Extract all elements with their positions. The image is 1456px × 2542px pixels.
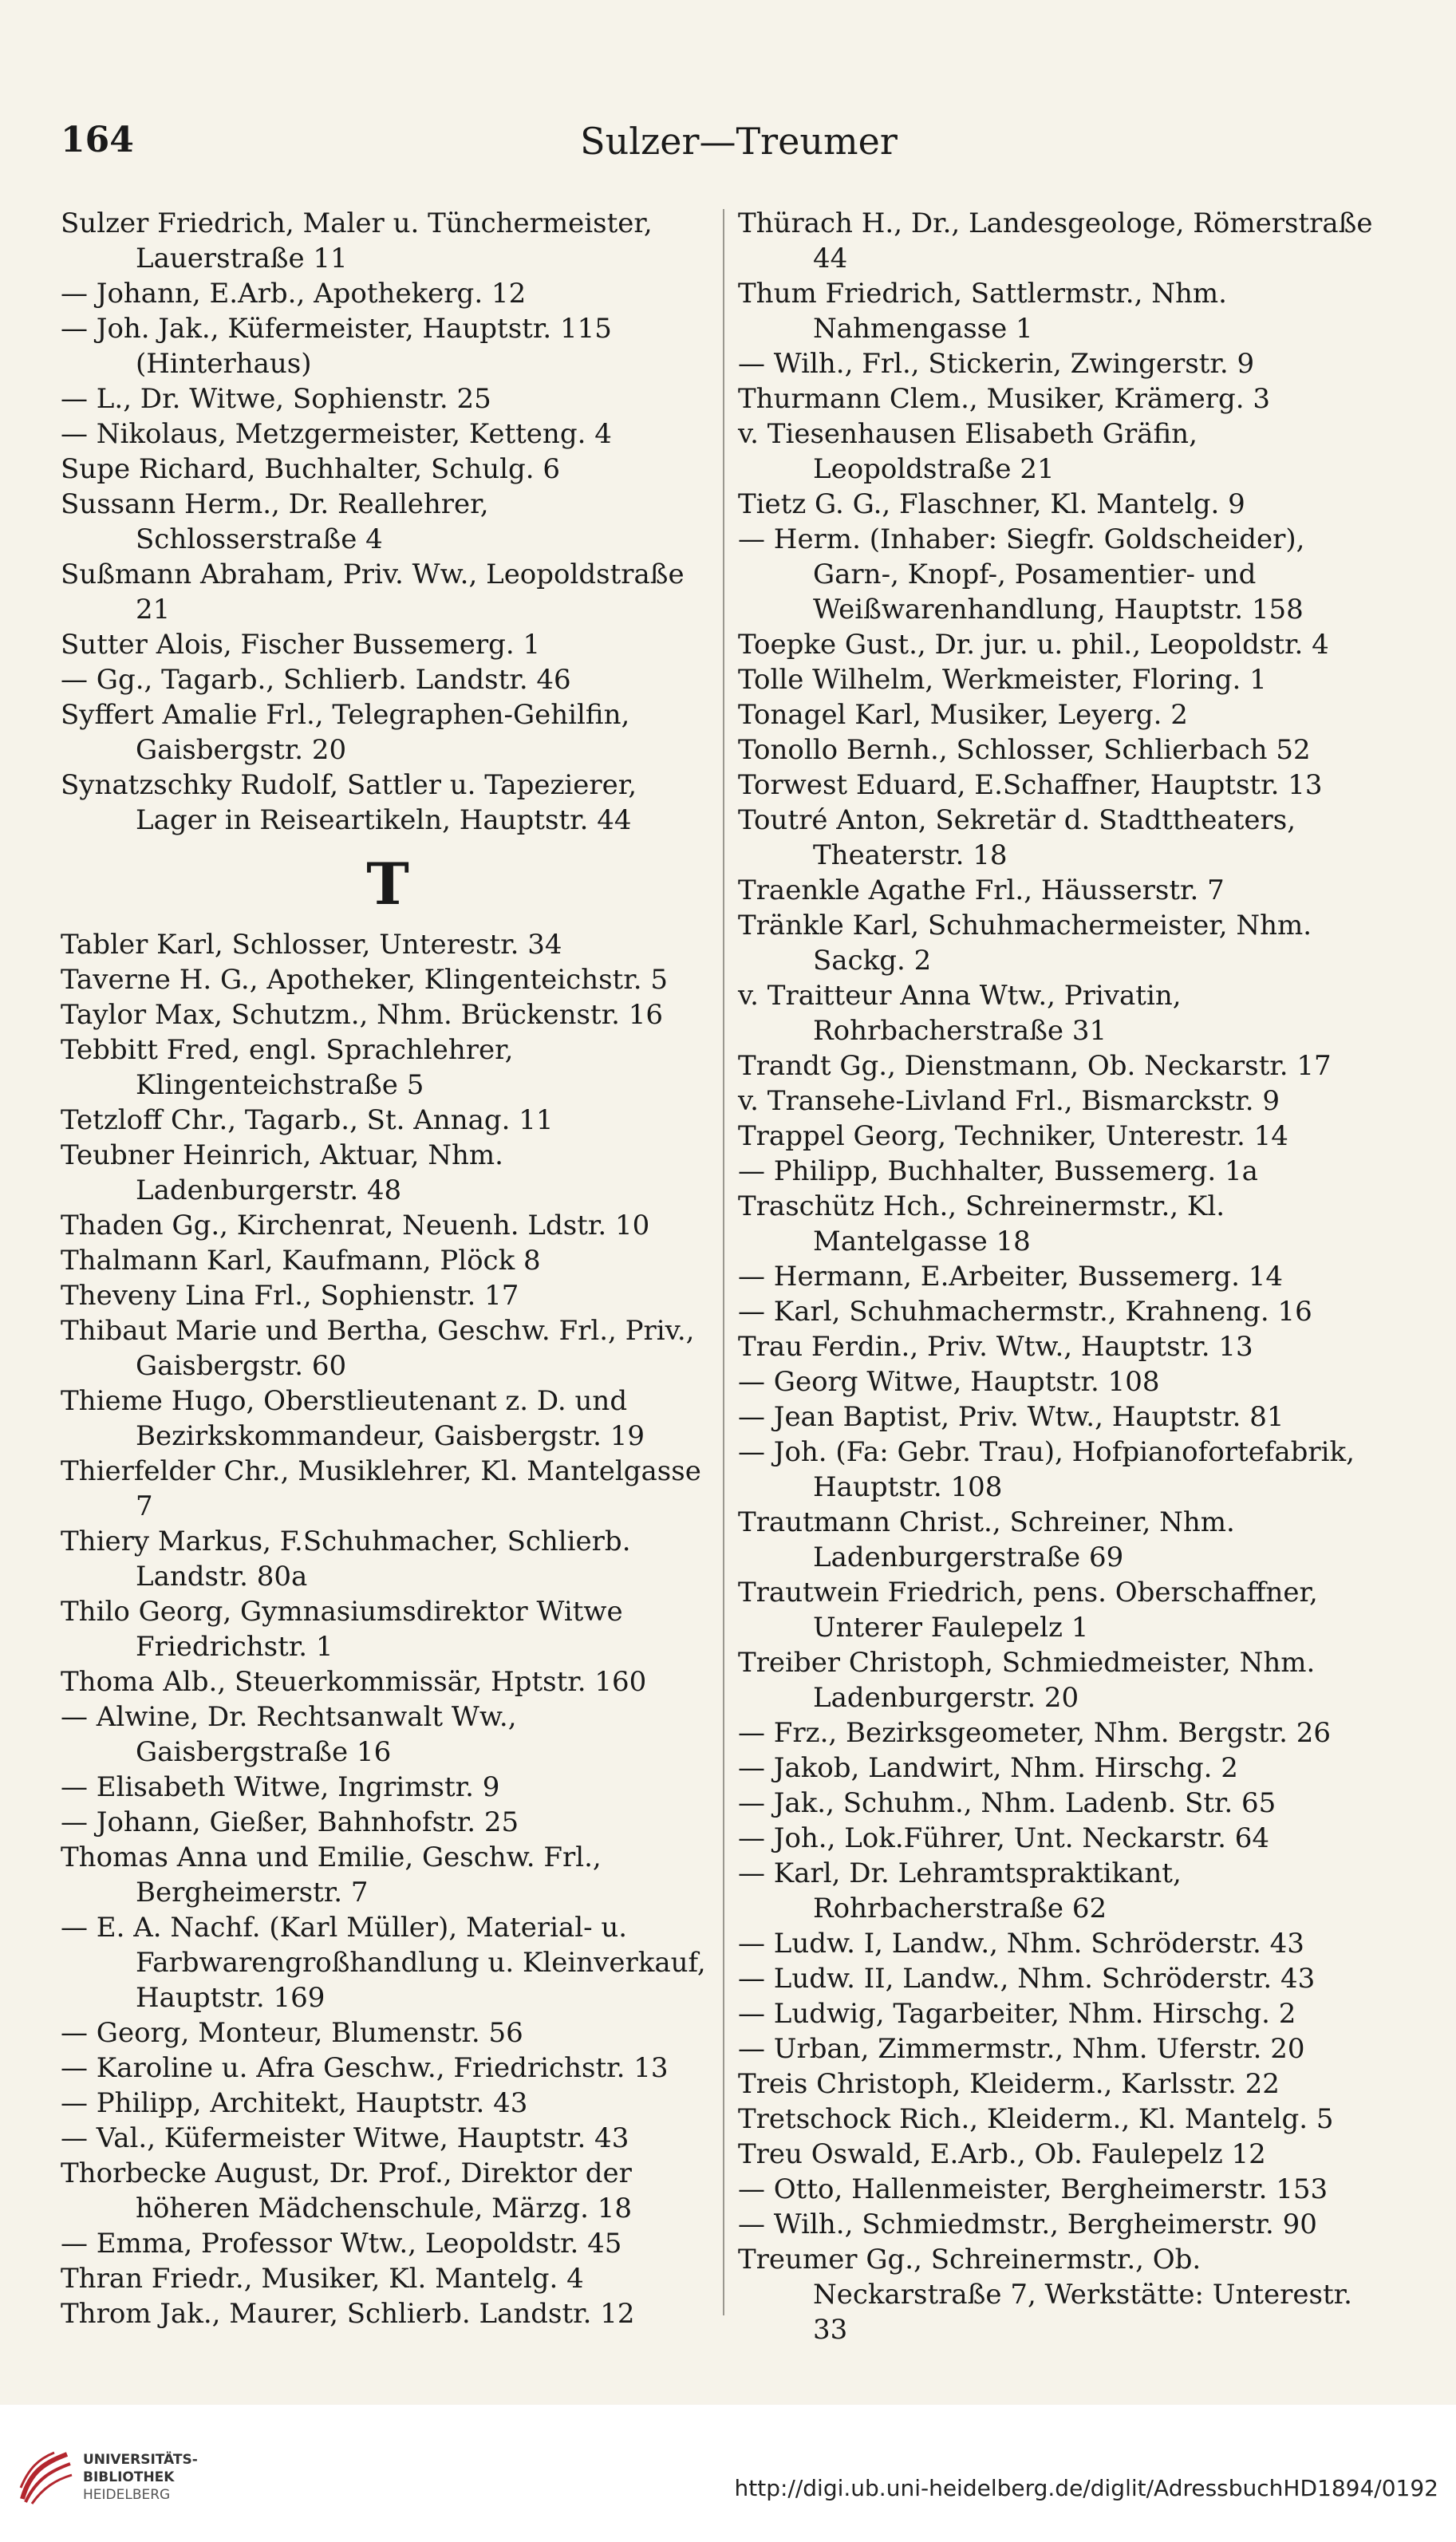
directory-entry: Tabler Karl, Schlosser, Unterestr. 34 bbox=[61, 929, 562, 961]
directory-entry: — Karl, Dr. Lehramtspraktikant, Rohrbacherstraße 62 bbox=[738, 1857, 1182, 1924]
footer-bar bbox=[0, 2405, 1456, 2542]
section-letter: T bbox=[366, 850, 409, 918]
directory-entry: — L., Dr. Witwe, Sophienstr. 25 bbox=[61, 383, 491, 415]
directory-entry: Taverne H. G., Apotheker, Klingenteichstr. 5 bbox=[61, 964, 668, 996]
directory-entry: Tolle Wilhelm, Werkmeister, Floring. 1 bbox=[738, 664, 1267, 696]
directory-entry: — Ludwig, Tagarbeiter, Nhm. Hirschg. 2 bbox=[738, 1998, 1296, 2030]
directory-entry: — Ludw. II, Landw., Nhm. Schröderstr. 43 bbox=[738, 1963, 1316, 1995]
directory-entry: v. Tiesenhausen Elisabeth Gräfin, Leopoldstraße 21 bbox=[738, 418, 1198, 485]
directory-entry: Thurmann Clem., Musiker, Krämerg. 3 bbox=[738, 383, 1270, 415]
directory-entry: — Urban, Zimmermstr., Nhm. Uferstr. 20 bbox=[738, 2033, 1305, 2065]
right-column bbox=[738, 206, 1392, 2347]
directory-entry: Thalmann Karl, Kaufmann, Plöck 8 bbox=[61, 1245, 541, 1277]
directory-entry: Thomas Anna und Emilie, Geschw. Frl., Bergheimerstr. 7 bbox=[61, 1841, 602, 1908]
page-number: 164 bbox=[61, 120, 134, 160]
library-logo-icon bbox=[14, 2446, 75, 2507]
directory-entry: Trautwein Friedrich, pens. Oberschaffner, Unterer Faulepelz 1 bbox=[738, 1577, 1318, 1644]
directory-entry: — Georg, Monteur, Blumenstr. 56 bbox=[61, 2017, 523, 2049]
directory-entry: Thürach H., Dr., Landesgeologe, Römerstraße 44 bbox=[738, 207, 1373, 274]
directory-entry: — Johann, E.Arb., Apothekerg. 12 bbox=[61, 278, 527, 310]
directory-entry: Thran Friedr., Musiker, Kl. Mantelg. 4 bbox=[61, 2263, 584, 2295]
directory-entry: Theveny Lina Frl., Sophienstr. 17 bbox=[61, 1280, 519, 1312]
directory-entry: Torwest Eduard, E.Schaffner, Hauptstr. 13 bbox=[738, 769, 1323, 801]
directory-entry: Sulzer Friedrich, Maler u. Tünchermeister, Lauerstraße 11 bbox=[61, 207, 653, 274]
library-name-line1: UNIVERSITÄTS- bbox=[83, 2452, 198, 2468]
directory-entry: Thorbecke August, Dr. Prof., Direktor der höheren Mädchenschule, Märzg. 18 bbox=[61, 2157, 633, 2224]
directory-entry: Thilo Georg, Gymnasiumsdirektor Witwe Friedrichstr. 1 bbox=[61, 1596, 623, 1663]
directory-entry: — Joh. Jak., Küfermeister, Hauptstr. 115 (Hinterhaus) bbox=[61, 313, 612, 380]
directory-entry: Treu Oswald, E.Arb., Ob. Faulepelz 12 bbox=[738, 2138, 1266, 2170]
directory-entry: Thiery Markus, F.Schuhmacher, Schlierb. Landstr. 80a bbox=[61, 1526, 631, 1593]
directory-entry: Syffert Amalie Frl., Telegraphen-Gehilfin, Gaisbergstr. 20 bbox=[61, 699, 630, 766]
directory-entry: — Elisabeth Witwe, Ingrimstr. 9 bbox=[61, 1771, 500, 1803]
directory-entry: v. Traitteur Anna Wtw., Privatin, Rohrbacherstraße 31 bbox=[738, 980, 1182, 1047]
directory-entry: Throm Jak., Maurer, Schlierb. Landstr. 12 bbox=[61, 2298, 635, 2330]
left-entries-a bbox=[61, 206, 715, 838]
directory-entry: Tränkle Karl, Schuhmachermeister, Nhm. Sackg. 2 bbox=[738, 910, 1312, 977]
directory-entry: Treumer Gg., Schreinermstr., Ob. Neckarstraße 7, Werkstätte: Unterestr. 33 bbox=[738, 2244, 1352, 2346]
directory-entry: — Philipp, Buchhalter, Bussemerg. 1a bbox=[738, 1155, 1258, 1187]
column-divider bbox=[723, 209, 724, 2315]
directory-entry: — Jak., Schuhm., Nhm. Ladenb. Str. 65 bbox=[738, 1787, 1276, 1819]
directory-entry: Trautmann Christ., Schreiner, Nhm. Ladenburgerstraße 69 bbox=[738, 1506, 1235, 1573]
directory-entry: — Johann, Gießer, Bahnhofstr. 25 bbox=[61, 1806, 519, 1838]
directory-entry: Traenkle Agathe Frl., Häusserstr. 7 bbox=[738, 874, 1225, 906]
library-name bbox=[83, 2451, 198, 2504]
directory-entry: — Ludw. I, Landw., Nhm. Schröderstr. 43 bbox=[738, 1928, 1304, 1960]
directory-entry: Sussann Herm., Dr. Reallehrer, Schlosserstraße 4 bbox=[61, 488, 489, 555]
directory-entry: Toepke Gust., Dr. jur. u. phil., Leopoldstr. 4 bbox=[738, 629, 1329, 661]
directory-entry: v. Transehe-Livland Frl., Bismarckstr. 9 bbox=[738, 1085, 1280, 1117]
directory-entry: — Karoline u. Afra Geschw., Friedrichstr. 13 bbox=[61, 2052, 669, 2084]
directory-entry: Thaden Gg., Kirchenrat, Neuenh. Ldstr. 10 bbox=[61, 1210, 650, 1241]
directory-entry: Thierfelder Chr., Musiklehrer, Kl. Mantelgasse 7 bbox=[61, 1455, 701, 1522]
directory-entry: — Jean Baptist, Priv. Wtw., Hauptstr. 81 bbox=[738, 1401, 1284, 1433]
directory-entry: Trappel Georg, Techniker, Unterestr. 14 bbox=[738, 1120, 1288, 1152]
directory-entry: — Philipp, Architekt, Hauptstr. 43 bbox=[61, 2087, 528, 2119]
directory-entry: — Alwine, Dr. Rechtsanwalt Ww., Gaisbergstraße 16 bbox=[61, 1701, 517, 1768]
directory-entry: Treiber Christoph, Schmiedmeister, Nhm. Ladenburgerstr. 20 bbox=[738, 1647, 1316, 1714]
directory-entry: — E. A. Nachf. (Karl Müller), Material- u. Farbwarengroßhandlung u. Kleinverkauf, Hauptstr. 169 bbox=[61, 1912, 706, 2014]
right-entries bbox=[738, 206, 1392, 2347]
directory-entry: — Gg., Tagarb., Schlierb. Landstr. 46 bbox=[61, 664, 571, 696]
directory-entry: — Georg Witwe, Hauptstr. 108 bbox=[738, 1366, 1160, 1398]
directory-entry: — Emma, Professor Wtw., Leopoldstr. 45 bbox=[61, 2228, 622, 2260]
directory-entry: Tetzloff Chr., Tagarb., St. Annag. 11 bbox=[61, 1104, 554, 1136]
left-entries-b bbox=[61, 927, 715, 2331]
directory-entry: Tietz G. G., Flaschner, Kl. Mantelg. 9 bbox=[738, 488, 1245, 520]
directory-entry: — Wilh., Schmiedmstr., Bergheimerstr. 90 bbox=[738, 2208, 1317, 2240]
directory-entry: — Frz., Bezirksgeometer, Nhm. Bergstr. 26 bbox=[738, 1717, 1331, 1749]
directory-entry: Treis Christoph, Kleiderm., Karlsstr. 22 bbox=[738, 2068, 1280, 2100]
directory-entry: — Herm. (Inhaber: Siegfr. Goldscheider), Garn-, Knopf-, Posamentier- und Weißwarenhandlung, Hauptstr. 158 bbox=[738, 523, 1305, 626]
directory-entry: — Joh. (Fa: Gebr. Trau), Hofpianofortefabrik, Hauptstr. 108 bbox=[738, 1436, 1355, 1503]
directory-entry: Thum Friedrich, Sattlermstr., Nhm. Nahmengasse 1 bbox=[738, 278, 1227, 345]
directory-entry: Toutré Anton, Sekretär d. Stadttheaters, Theaterstr. 18 bbox=[738, 804, 1296, 871]
directory-entry: Tonollo Bernh., Schlosser, Schlierbach 52 bbox=[738, 734, 1311, 766]
directory-entry: — Nikolaus, Metzgermeister, Ketteng. 4 bbox=[61, 418, 612, 450]
directory-entry: Thieme Hugo, Oberstlieutenant z. D. und Bezirkskommandeur, Gaisbergstr. 19 bbox=[61, 1385, 645, 1452]
directory-entry: — Jakob, Landwirt, Nhm. Hirschg. 2 bbox=[738, 1752, 1238, 1784]
directory-entry: Synatzschky Rudolf, Sattler u. Tapezierer, Lager in Reiseartikeln, Hauptstr. 44 bbox=[61, 769, 637, 836]
directory-entry: — Joh., Lok.Führer, Unt. Neckarstr. 64 bbox=[738, 1822, 1269, 1854]
running-head: Sulzer—Treumer bbox=[580, 120, 898, 163]
directory-entry: Sutter Alois, Fischer Bussemerg. 1 bbox=[61, 629, 541, 661]
directory-entry: — Hermann, E.Arbeiter, Bussemerg. 14 bbox=[738, 1261, 1284, 1293]
directory-entry: — Otto, Hallenmeister, Bergheimerstr. 153 bbox=[738, 2173, 1328, 2205]
directory-entry: Tonagel Karl, Musiker, Leyerg. 2 bbox=[738, 699, 1188, 731]
directory-entry: Trandt Gg., Dienstmann, Ob. Neckarstr. 17 bbox=[738, 1050, 1332, 1082]
directory-entry: Trau Ferdin., Priv. Wtw., Hauptstr. 13 bbox=[738, 1331, 1253, 1363]
directory-entry: — Karl, Schuhmachermstr., Krahneng. 16 bbox=[738, 1296, 1312, 1328]
directory-entry: Thibaut Marie und Bertha, Geschw. Frl., Priv., Gaisbergstr. 60 bbox=[61, 1315, 695, 1382]
library-name-line3: HEIDELBERG bbox=[83, 2487, 171, 2503]
source-url-link[interactable]: http://digi.ub.uni-heidelberg.de/diglit/AdressbuchHD1894/0192 bbox=[734, 2475, 1438, 2501]
directory-entry: — Val., Küfermeister Witwe, Hauptstr. 43 bbox=[61, 2122, 629, 2154]
library-name-line2: BIBLIOTHEK bbox=[83, 2469, 175, 2485]
directory-entry: Tebbitt Fred, engl. Sprachlehrer, Klingenteichstraße 5 bbox=[61, 1034, 514, 1101]
directory-entry: Traschütz Hch., Schreinermstr., Kl. Mantelgasse 18 bbox=[738, 1190, 1225, 1257]
directory-entry: Supe Richard, Buchhalter, Schulg. 6 bbox=[61, 453, 560, 485]
page-header bbox=[61, 120, 1417, 176]
directory-entry: Teubner Heinrich, Aktuar, Nhm. Ladenburgerstr. 48 bbox=[61, 1139, 503, 1206]
directory-entry: Tretschock Rich., Kleiderm., Kl. Mantelg. 5 bbox=[738, 2103, 1334, 2135]
directory-entry: Taylor Max, Schutzm., Nhm. Brückenstr. 16 bbox=[61, 999, 663, 1031]
directory-entry: — Wilh., Frl., Stickerin, Zwingerstr. 9 bbox=[738, 348, 1255, 380]
directory-entry: Sußmann Abraham, Priv. Ww., Leopoldstraße 21 bbox=[61, 559, 685, 626]
directory-entry: Thoma Alb., Steuerkommissär, Hptstr. 160 bbox=[61, 1666, 647, 1698]
left-column bbox=[61, 206, 715, 2331]
